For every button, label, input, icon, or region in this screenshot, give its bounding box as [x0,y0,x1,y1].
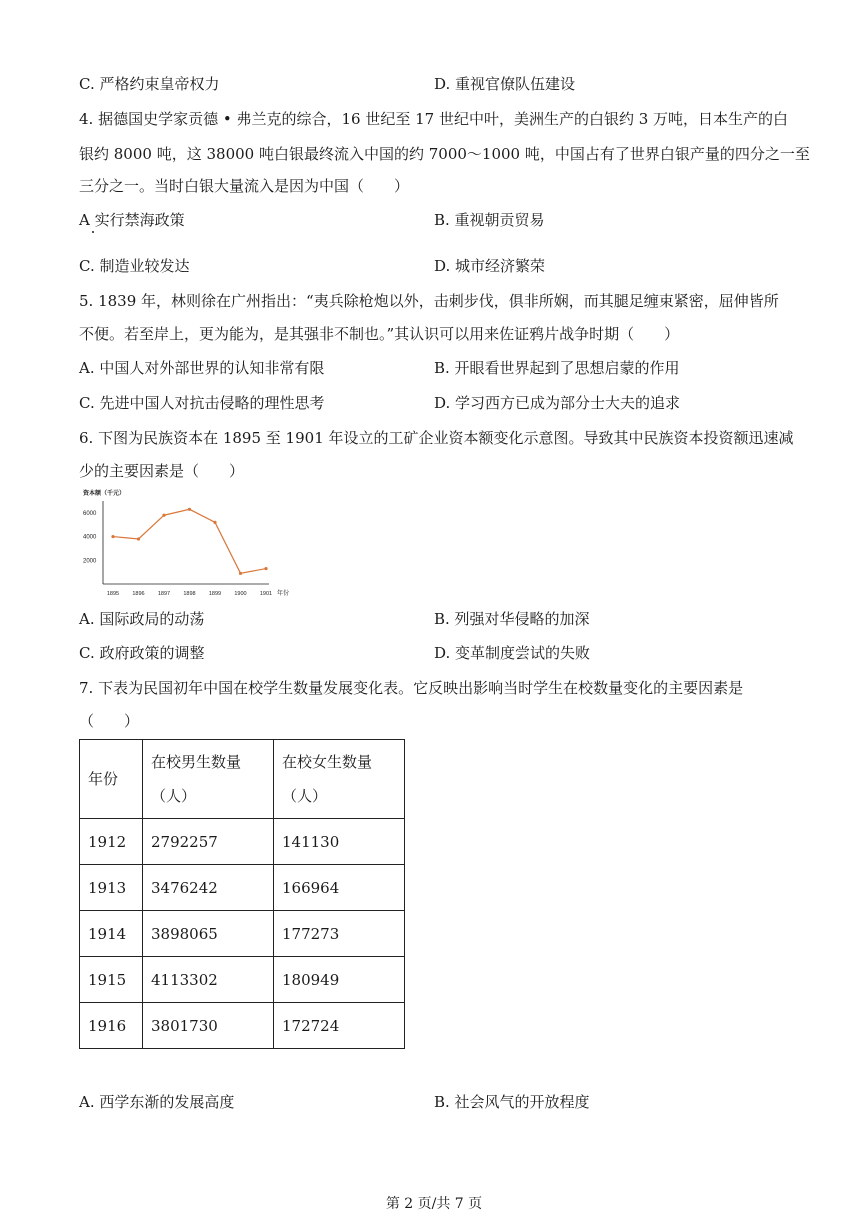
q7-option-a: A. 西学东渐的发展高度 [79,1093,235,1111]
q6-stem-line-2: 少的主要因素是（ ） [79,462,245,480]
cell-male: 3898065 [143,911,274,957]
q4-stem-line-1: 4. 据德国史学家贡德 • 弗兰克的综合，16 世纪至 17 世纪中叶，美洲生产的白银约 3 万吨，日本生产的白 [79,110,789,128]
q3-option-d: D. 重视官僚队伍建设 [434,75,576,93]
cell-year: 1913 [80,865,143,911]
header-female-unit: （人） [282,787,328,805]
scan-speck [92,231,94,233]
q4-option-c: C. 制造业较发达 [79,257,190,275]
q5-option-b: B. 开眼看世界起到了思想启蒙的作用 [434,359,680,377]
header-male [143,740,274,819]
cell-female: 166964 [274,865,405,911]
cell-year: 1915 [80,957,143,1003]
cell-year: 1912 [80,819,143,865]
q6-option-a: A. 国际政局的动荡 [79,610,205,628]
cell-year: 1914 [80,911,143,957]
q5-option-a: A. 中国人对外部世界的认知非常有限 [79,359,325,377]
x-tick-label: 1899 [208,591,222,597]
student-count-table [79,739,405,1049]
q6-option-b: B. 列强对华侵略的加深 [434,610,590,628]
q6-option-c: C. 政府政策的调整 [79,644,205,662]
cell-female: 180949 [274,957,405,1003]
q3-option-c: C. 严格约束皇帝权力 [79,75,220,93]
data-point [213,521,216,524]
cell-male: 3801730 [143,1003,274,1049]
q5-option-d: D. 学习西方已成为部分士大夫的追求 [434,394,681,412]
q4-option-a: A 实行禁海政策 [79,211,185,229]
table-header-row [80,740,405,819]
q5-stem-line-2: 不便。若至岸上，更为能为，是其强非不制也。”其认识可以用来佐证鸦片战争时期（ ） [79,325,680,343]
q7-option-b: B. 社会风气的开放程度 [434,1093,590,1111]
cell-male: 4113302 [143,957,274,1003]
x-tick-label: 1897 [157,591,171,597]
q7-stem-line-1: 7. 下表为民国初年中国在校学生数量发展变化表。它反映出影响当时学生在校数量变化的主要因素是 [79,679,744,697]
page-footer: 第 2 页/共 7 页 [385,1196,483,1212]
cell-female: 141130 [274,819,405,865]
data-point [111,535,114,538]
table-row [80,819,405,865]
table-row [80,1003,405,1049]
header-male-unit: （人） [151,787,197,805]
x-tick-label: 1896 [132,591,145,597]
header-male-title: 在校男生数量 [151,753,242,771]
y-tick-label: 6000 [83,510,97,517]
header-female-title: 在校女生数量 [282,753,373,771]
cell-female: 177273 [274,911,405,957]
table-row [80,957,405,1003]
q6-option-d: D. 变革制度尝试的失败 [434,644,591,662]
header-year: 年份 [80,740,143,819]
q7-stem-line-2: （ ） [79,712,140,730]
y-tick-label: 2000 [83,558,97,565]
q4-stem-line-2: 银约 8000 吨，这 38000 吨白银最终流入中国的约 7000～1000 吨，中国占有了世界白银产量的四分之一至 [79,145,810,163]
data-point [188,508,191,511]
cell-year: 1916 [80,1003,143,1049]
table-row [80,911,405,957]
q4-option-b: B. 重视朝贡贸易 [434,211,545,229]
x-tick-label: 1898 [183,591,196,597]
data-point [264,567,267,570]
q4-stem-line-3: 三分之一。当时白银大量流入是因为中国（ ） [79,177,410,195]
header-female [274,740,405,819]
x-axis-label: 年份 [277,591,290,597]
capital-line-chart [79,487,299,599]
q5-option-c: C. 先进中国人对抗击侵略的理性思考 [79,394,325,412]
q4-option-d: D. 城市经济繁荣 [434,257,546,275]
q6-stem-line-1: 6. 下图为民族资本在 1895 至 1901 年设立的工矿企业资本额变化示意图。导致其中民族资本投资额迅速减 [79,429,794,447]
data-point [239,572,242,575]
cell-male: 2792257 [143,819,274,865]
q5-stem-line-1: 5. 1839 年，林则徐在广州指出：“夷兵除枪炮以外，击刺步伐，俱非所娴，而其腿足缠束紧密，屈伸皆所 [79,292,779,310]
table-row [80,865,405,911]
y-tick-label: 4000 [83,534,97,541]
capital-series-line [113,509,266,573]
data-point [162,514,165,517]
x-tick-label: 1900 [234,591,247,597]
y-axis-label: 资本额（千元） [83,491,126,497]
x-tick-label: 1895 [106,591,120,597]
cell-female: 172724 [274,1003,405,1049]
x-tick-label: 1901 [259,591,273,597]
data-point [137,537,140,540]
cell-male: 3476242 [143,865,274,911]
